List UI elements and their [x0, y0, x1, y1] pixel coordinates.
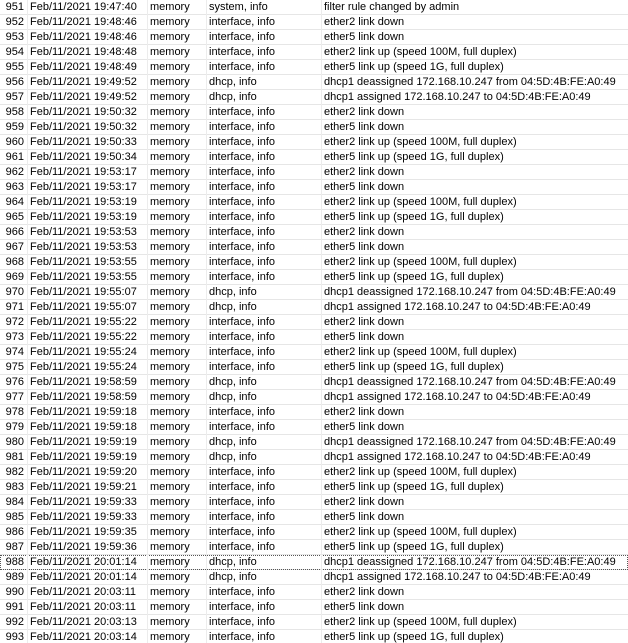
entry-time: Feb/11/2021 19:53:17 — [30, 166, 137, 178]
entry-time: Feb/11/2021 19:59:18 — [30, 421, 137, 433]
entry-number: 990 — [5, 586, 24, 598]
log-row[interactable] — [0, 75, 628, 90]
entry-buffer: memory — [150, 526, 190, 538]
entry-buffer: memory — [150, 226, 190, 238]
entry-time: Feb/11/2021 19:55:22 — [30, 316, 137, 328]
log-row[interactable] — [0, 300, 628, 315]
log-row[interactable] — [0, 30, 628, 45]
entry-number: 971 — [5, 301, 24, 313]
entry-message: ether5 link down — [324, 121, 405, 133]
entry-message: ether2 link down — [324, 496, 405, 508]
entry-message: ether2 link up (speed 100M, full duplex) — [324, 46, 517, 58]
entry-buffer: memory — [150, 76, 190, 88]
log-row[interactable] — [0, 225, 628, 240]
entry-number: 988 — [5, 556, 24, 568]
entry-buffer: memory — [150, 301, 190, 313]
entry-topics: dhcp, info — [209, 91, 257, 103]
entry-time: Feb/11/2021 19:55:07 — [30, 301, 137, 313]
entry-number: 972 — [5, 316, 24, 328]
log-row[interactable] — [0, 0, 628, 15]
entry-message: ether2 link up (speed 100M, full duplex) — [324, 196, 517, 208]
entry-message: ether2 link down — [324, 226, 405, 238]
column-separator — [206, 0, 207, 643]
entry-message: ether5 link down — [324, 31, 405, 43]
entry-topics: interface, info — [209, 271, 276, 283]
log-row[interactable] — [0, 45, 628, 60]
entry-number: 952 — [5, 16, 24, 28]
entry-buffer: memory — [150, 451, 190, 463]
log-row[interactable] — [0, 210, 628, 225]
entry-number: 956 — [5, 76, 24, 88]
entry-time: Feb/11/2021 19:49:52 — [30, 91, 137, 103]
entry-number: 989 — [5, 571, 24, 583]
entry-message: ether5 link up (speed 1G, full duplex) — [324, 61, 504, 73]
entry-topics: dhcp, info — [209, 556, 257, 568]
log-row[interactable] — [0, 15, 628, 30]
entry-message: ether2 link down — [324, 586, 405, 598]
entry-buffer: memory — [150, 511, 190, 523]
entry-message: ether5 link down — [324, 181, 405, 193]
entry-topics: dhcp, info — [209, 301, 257, 313]
entry-message: dhcp1 deassigned 172.168.10.247 from 04:5D:4B:FE:A0:49 — [324, 376, 616, 388]
entry-buffer: memory — [150, 271, 190, 283]
entry-topics: interface, info — [209, 616, 276, 628]
entry-time: Feb/11/2021 19:50:33 — [30, 136, 137, 148]
entry-time: Feb/11/2021 20:03:11 — [30, 601, 137, 613]
log-row[interactable] — [0, 435, 628, 450]
log-row[interactable] — [0, 90, 628, 105]
entry-number: 985 — [5, 511, 24, 523]
entry-time: Feb/11/2021 19:59:18 — [30, 406, 137, 418]
entry-time: Feb/11/2021 19:47:40 — [30, 1, 137, 13]
entry-message: ether5 link up (speed 1G, full duplex) — [324, 481, 504, 493]
entry-topics: interface, info — [209, 541, 276, 553]
entry-topics: dhcp, info — [209, 436, 257, 448]
entry-time: Feb/11/2021 19:58:59 — [30, 391, 137, 403]
entry-time: Feb/11/2021 19:59:33 — [30, 511, 137, 523]
log-row[interactable] — [0, 330, 628, 345]
entry-message: filter rule changed by admin — [324, 1, 460, 13]
entry-buffer: memory — [150, 391, 190, 403]
entry-number: 959 — [5, 121, 24, 133]
entry-number: 960 — [5, 136, 24, 148]
entry-topics: dhcp, info — [209, 76, 257, 88]
entry-number: 976 — [5, 376, 24, 388]
log-row[interactable] — [0, 555, 628, 570]
column-separator — [321, 0, 322, 643]
entry-topics: interface, info — [209, 166, 276, 178]
entry-number: 954 — [5, 46, 24, 58]
log-row[interactable] — [0, 465, 628, 480]
entry-number: 977 — [5, 391, 24, 403]
log-row[interactable] — [0, 255, 628, 270]
entry-number: 984 — [5, 496, 24, 508]
entry-topics: dhcp, info — [209, 571, 257, 583]
entry-topics: interface, info — [209, 46, 276, 58]
entry-topics: dhcp, info — [209, 376, 257, 388]
log-row[interactable] — [0, 180, 628, 195]
entry-number: 962 — [5, 166, 24, 178]
log-row[interactable] — [0, 315, 628, 330]
entry-number: 987 — [5, 541, 24, 553]
entry-buffer: memory — [150, 346, 190, 358]
entry-topics: interface, info — [209, 421, 276, 433]
entry-time: Feb/11/2021 19:59:21 — [30, 481, 137, 493]
entry-time: Feb/11/2021 19:50:34 — [30, 151, 137, 163]
entry-number: 991 — [5, 601, 24, 613]
entry-time: Feb/11/2021 19:53:55 — [30, 256, 137, 268]
entry-time: Feb/11/2021 19:50:32 — [30, 121, 137, 133]
entry-time: Feb/11/2021 20:01:14 — [30, 571, 137, 583]
entry-time: Feb/11/2021 19:53:17 — [30, 181, 137, 193]
entry-time: Feb/11/2021 19:55:24 — [30, 361, 137, 373]
entry-time: Feb/11/2021 19:53:55 — [30, 271, 137, 283]
entry-time: Feb/11/2021 20:03:13 — [30, 616, 137, 628]
entry-number: 992 — [5, 616, 24, 628]
log-row[interactable] — [0, 195, 628, 210]
entry-topics: interface, info — [209, 256, 276, 268]
entry-topics: interface, info — [209, 61, 276, 73]
entry-buffer: memory — [150, 121, 190, 133]
log-row[interactable] — [0, 600, 628, 615]
entry-buffer: memory — [150, 376, 190, 388]
entry-number: 978 — [5, 406, 24, 418]
entry-message: ether5 link up (speed 1G, full duplex) — [324, 631, 504, 643]
entry-buffer: memory — [150, 586, 190, 598]
entry-buffer: memory — [150, 571, 190, 583]
entry-message: ether2 link down — [324, 16, 405, 28]
entry-message: ether5 link down — [324, 331, 405, 343]
log-row[interactable] — [0, 615, 628, 630]
entry-buffer: memory — [150, 556, 190, 568]
entry-time: Feb/11/2021 19:58:59 — [30, 376, 137, 388]
entry-topics: interface, info — [209, 106, 276, 118]
entry-message: ether2 link up (speed 100M, full duplex) — [324, 526, 517, 538]
entry-buffer: memory — [150, 541, 190, 553]
entry-buffer: memory — [150, 31, 190, 43]
entry-buffer: memory — [150, 211, 190, 223]
entry-buffer: memory — [150, 91, 190, 103]
entry-topics: interface, info — [209, 601, 276, 613]
entry-time: Feb/11/2021 19:48:48 — [30, 46, 137, 58]
entry-buffer: memory — [150, 151, 190, 163]
entry-buffer: memory — [150, 166, 190, 178]
entry-message: ether2 link down — [324, 316, 405, 328]
log-row[interactable] — [0, 630, 628, 643]
entry-number: 957 — [5, 91, 24, 103]
entry-topics: interface, info — [209, 346, 276, 358]
log-row[interactable] — [0, 525, 628, 540]
entry-buffer: memory — [150, 601, 190, 613]
log-row[interactable] — [0, 480, 628, 495]
log-row[interactable] — [0, 345, 628, 360]
log-row[interactable] — [0, 150, 628, 165]
entry-buffer: memory — [150, 61, 190, 73]
entry-buffer: memory — [150, 286, 190, 298]
entry-time: Feb/11/2021 20:03:11 — [30, 586, 137, 598]
entry-topics: interface, info — [209, 406, 276, 418]
entry-message: ether2 link up (speed 100M, full duplex) — [324, 616, 517, 628]
entry-message: dhcp1 assigned 172.168.10.247 to 04:5D:4B:FE:A0:49 — [324, 301, 591, 313]
entry-message: ether5 link up (speed 1G, full duplex) — [324, 151, 504, 163]
entry-buffer: memory — [150, 196, 190, 208]
entry-time: Feb/11/2021 19:53:53 — [30, 226, 137, 238]
entry-number: 982 — [5, 466, 24, 478]
entry-topics: interface, info — [209, 331, 276, 343]
entry-time: Feb/11/2021 19:48:46 — [30, 31, 137, 43]
entry-topics: dhcp, info — [209, 391, 257, 403]
entry-message: ether2 link up (speed 100M, full duplex) — [324, 136, 517, 148]
entry-topics: dhcp, info — [209, 451, 257, 463]
entry-message: ether5 link up (speed 1G, full duplex) — [324, 541, 504, 553]
entry-time: Feb/11/2021 19:55:24 — [30, 346, 137, 358]
entry-buffer: memory — [150, 1, 190, 13]
entry-time: Feb/11/2021 19:59:33 — [30, 496, 137, 508]
entry-message: dhcp1 assigned 172.168.10.247 to 04:5D:4B:FE:A0:49 — [324, 391, 591, 403]
entry-time: Feb/11/2021 19:55:07 — [30, 286, 137, 298]
log-row[interactable] — [0, 135, 628, 150]
entry-topics: interface, info — [209, 316, 276, 328]
entry-number: 966 — [5, 226, 24, 238]
entry-buffer: memory — [150, 616, 190, 628]
entry-topics: interface, info — [209, 121, 276, 133]
entry-number: 963 — [5, 181, 24, 193]
entry-time: Feb/11/2021 19:48:46 — [30, 16, 137, 28]
entry-topics: interface, info — [209, 511, 276, 523]
entry-message: ether2 link down — [324, 406, 405, 418]
entry-topics: interface, info — [209, 526, 276, 538]
entry-time: Feb/11/2021 19:59:20 — [30, 466, 137, 478]
log-row[interactable] — [0, 540, 628, 555]
entry-time: Feb/11/2021 20:03:14 — [30, 631, 137, 643]
entry-topics: interface, info — [209, 31, 276, 43]
entry-number: 967 — [5, 241, 24, 253]
entry-time: Feb/11/2021 19:48:49 — [30, 61, 137, 73]
entry-number: 953 — [5, 31, 24, 43]
entry-message: ether2 link up (speed 100M, full duplex) — [324, 256, 517, 268]
entry-message: ether2 link up (speed 100M, full duplex) — [324, 466, 517, 478]
entry-time: Feb/11/2021 19:50:32 — [30, 106, 137, 118]
log-row[interactable] — [0, 120, 628, 135]
entry-number: 969 — [5, 271, 24, 283]
entry-message: dhcp1 deassigned 172.168.10.247 from 04:5D:4B:FE:A0:49 — [324, 286, 616, 298]
entry-buffer: memory — [150, 181, 190, 193]
log-row[interactable] — [0, 240, 628, 255]
entry-time: Feb/11/2021 19:55:22 — [30, 331, 137, 343]
entry-message: dhcp1 assigned 172.168.10.247 to 04:5D:4B:FE:A0:49 — [324, 91, 591, 103]
entry-time: Feb/11/2021 19:49:52 — [30, 76, 137, 88]
entry-time: Feb/11/2021 19:53:19 — [30, 211, 137, 223]
entry-topics: dhcp, info — [209, 286, 257, 298]
entry-message: dhcp1 deassigned 172.168.10.247 from 04:5D:4B:FE:A0:49 — [324, 76, 616, 88]
entry-number: 951 — [5, 1, 24, 13]
entry-number: 980 — [5, 436, 24, 448]
entry-time: Feb/11/2021 19:53:19 — [30, 196, 137, 208]
entry-message: dhcp1 assigned 172.168.10.247 to 04:5D:4B:FE:A0:49 — [324, 571, 591, 583]
entry-buffer: memory — [150, 421, 190, 433]
entry-topics: interface, info — [209, 16, 276, 28]
entry-buffer: memory — [150, 406, 190, 418]
entry-buffer: memory — [150, 256, 190, 268]
entry-topics: interface, info — [209, 151, 276, 163]
entry-message: ether2 link down — [324, 166, 405, 178]
entry-topics: interface, info — [209, 226, 276, 238]
log-row[interactable] — [0, 420, 628, 435]
entry-topics: interface, info — [209, 196, 276, 208]
entry-topics: interface, info — [209, 481, 276, 493]
entry-time: Feb/11/2021 19:59:19 — [30, 451, 137, 463]
entry-number: 979 — [5, 421, 24, 433]
entry-topics: interface, info — [209, 136, 276, 148]
log-row[interactable] — [0, 585, 628, 600]
entry-number: 973 — [5, 331, 24, 343]
log-row[interactable] — [0, 405, 628, 420]
entry-message: dhcp1 deassigned 172.168.10.247 from 04:5D:4B:FE:A0:49 — [324, 556, 616, 568]
log-row[interactable] — [0, 390, 628, 405]
log-row[interactable] — [0, 105, 628, 120]
entry-buffer: memory — [150, 331, 190, 343]
entry-topics: interface, info — [209, 631, 276, 643]
entry-number: 961 — [5, 151, 24, 163]
entry-buffer: memory — [150, 631, 190, 643]
entry-buffer: memory — [150, 46, 190, 58]
entry-number: 974 — [5, 346, 24, 358]
log-row[interactable] — [0, 570, 628, 585]
entry-number: 964 — [5, 196, 24, 208]
entry-topics: interface, info — [209, 496, 276, 508]
entry-number: 993 — [5, 631, 24, 643]
entry-buffer: memory — [150, 481, 190, 493]
entry-time: Feb/11/2021 20:01:14 — [30, 556, 137, 568]
column-separator — [147, 0, 148, 643]
entry-message: ether5 link up (speed 1G, full duplex) — [324, 271, 504, 283]
entry-buffer: memory — [150, 466, 190, 478]
entry-number: 968 — [5, 256, 24, 268]
entry-message: ether5 link down — [324, 601, 405, 613]
entry-message: ether5 link down — [324, 511, 405, 523]
entry-topics: interface, info — [209, 466, 276, 478]
log-row[interactable] — [0, 450, 628, 465]
log-row[interactable] — [0, 270, 628, 285]
entry-number: 958 — [5, 106, 24, 118]
entry-number: 955 — [5, 61, 24, 73]
log-row[interactable] — [0, 360, 628, 375]
log-row[interactable] — [0, 285, 628, 300]
entry-time: Feb/11/2021 19:59:35 — [30, 526, 137, 538]
entry-number: 965 — [5, 211, 24, 223]
column-separator — [27, 0, 28, 643]
entry-message: ether5 link up (speed 1G, full duplex) — [324, 211, 504, 223]
entry-number: 986 — [5, 526, 24, 538]
log-row[interactable] — [0, 510, 628, 525]
entry-time: Feb/11/2021 19:53:53 — [30, 241, 137, 253]
entry-buffer: memory — [150, 16, 190, 28]
entry-buffer: memory — [150, 106, 190, 118]
entry-time: Feb/11/2021 19:59:36 — [30, 541, 137, 553]
entry-message: dhcp1 assigned 172.168.10.247 to 04:5D:4B:FE:A0:49 — [324, 451, 591, 463]
entry-buffer: memory — [150, 241, 190, 253]
log-row[interactable] — [0, 495, 628, 510]
entry-topics: interface, info — [209, 586, 276, 598]
entry-topics: interface, info — [209, 361, 276, 373]
entry-buffer: memory — [150, 316, 190, 328]
entry-message: ether5 link down — [324, 241, 405, 253]
entry-number: 981 — [5, 451, 24, 463]
entry-time: Feb/11/2021 19:59:19 — [30, 436, 137, 448]
entry-message: ether2 link down — [324, 106, 405, 118]
entry-buffer: memory — [150, 436, 190, 448]
entry-message: ether5 link down — [324, 421, 405, 433]
entry-topics: interface, info — [209, 211, 276, 223]
entry-topics: interface, info — [209, 181, 276, 193]
entry-number: 975 — [5, 361, 24, 373]
entry-buffer: memory — [150, 496, 190, 508]
log-row[interactable] — [0, 375, 628, 390]
entry-message: dhcp1 deassigned 172.168.10.247 from 04:5D:4B:FE:A0:49 — [324, 436, 616, 448]
entry-buffer: memory — [150, 136, 190, 148]
entry-number: 983 — [5, 481, 24, 493]
entry-number: 970 — [5, 286, 24, 298]
entry-buffer: memory — [150, 361, 190, 373]
entry-message: ether2 link up (speed 100M, full duplex) — [324, 346, 517, 358]
entry-message: ether5 link up (speed 1G, full duplex) — [324, 361, 504, 373]
log-row[interactable] — [0, 60, 628, 75]
entry-topics: system, info — [209, 1, 268, 13]
log-row[interactable] — [0, 165, 628, 180]
entry-topics: interface, info — [209, 241, 276, 253]
